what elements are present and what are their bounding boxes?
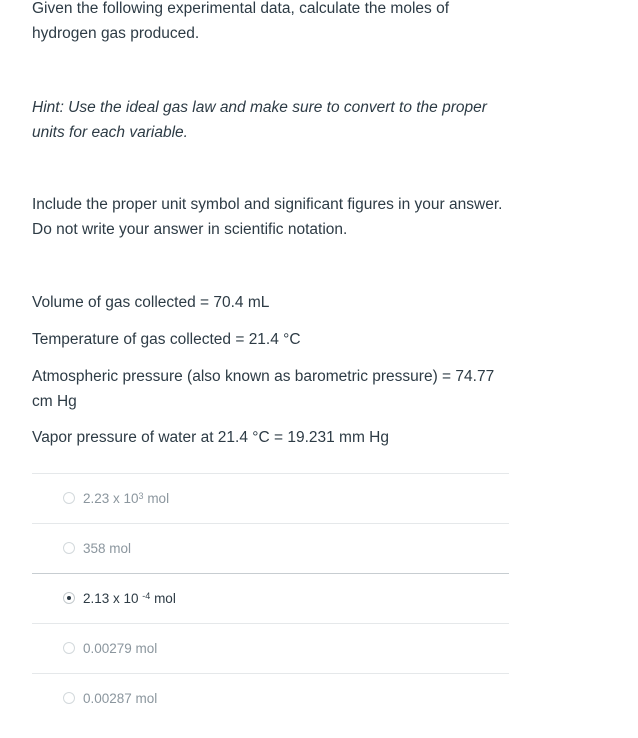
radio-button[interactable] (63, 692, 75, 704)
question-hint: Hint: Use the ideal gas law and make sure to convert to the proper units for each variable. (32, 99, 487, 141)
question-instructions: Include the proper unit symbol and significant figures in your answer. Do not write your answer in scientific notation. (32, 196, 503, 238)
radio-button[interactable] (63, 642, 75, 654)
data-temperature: Temperature of gas collected = 21.4 °C (32, 331, 301, 348)
answer-option-1[interactable] (32, 474, 509, 524)
radio-button[interactable] (63, 492, 75, 504)
answer-option-2[interactable] (32, 524, 509, 574)
question-intro: Given the following experimental data, calculate the moles of hydrogen gas produced. (32, 0, 450, 42)
answer-option-5[interactable] (32, 674, 509, 723)
data-atmospheric-pressure: Atmospheric pressure (also known as barometric pressure) = 74.77 cm Hg (32, 368, 495, 410)
answer-label[interactable]: 2.13 x 10 $^{-4}$ mol (83, 591, 176, 606)
data-vapor-pressure: Vapor pressure of water at 21.4 °C = 19.231 mm Hg (32, 429, 389, 446)
answer-label[interactable]: 0.00279 mol (83, 641, 158, 656)
answer-label[interactable]: 2.23 x $10^3$ mol (83, 491, 170, 506)
radio-button[interactable] (63, 542, 75, 554)
answer-option-4[interactable] (32, 624, 509, 674)
answer-label[interactable]: 358 mol (83, 541, 132, 556)
answer-label[interactable]: 0.00287 mol (83, 691, 158, 706)
answer-option-3[interactable] (32, 573, 509, 624)
radio-button-selected[interactable] (63, 592, 75, 604)
answer-list (32, 473, 509, 723)
data-volume: Volume of gas collected = 70.4 mL (32, 294, 270, 311)
